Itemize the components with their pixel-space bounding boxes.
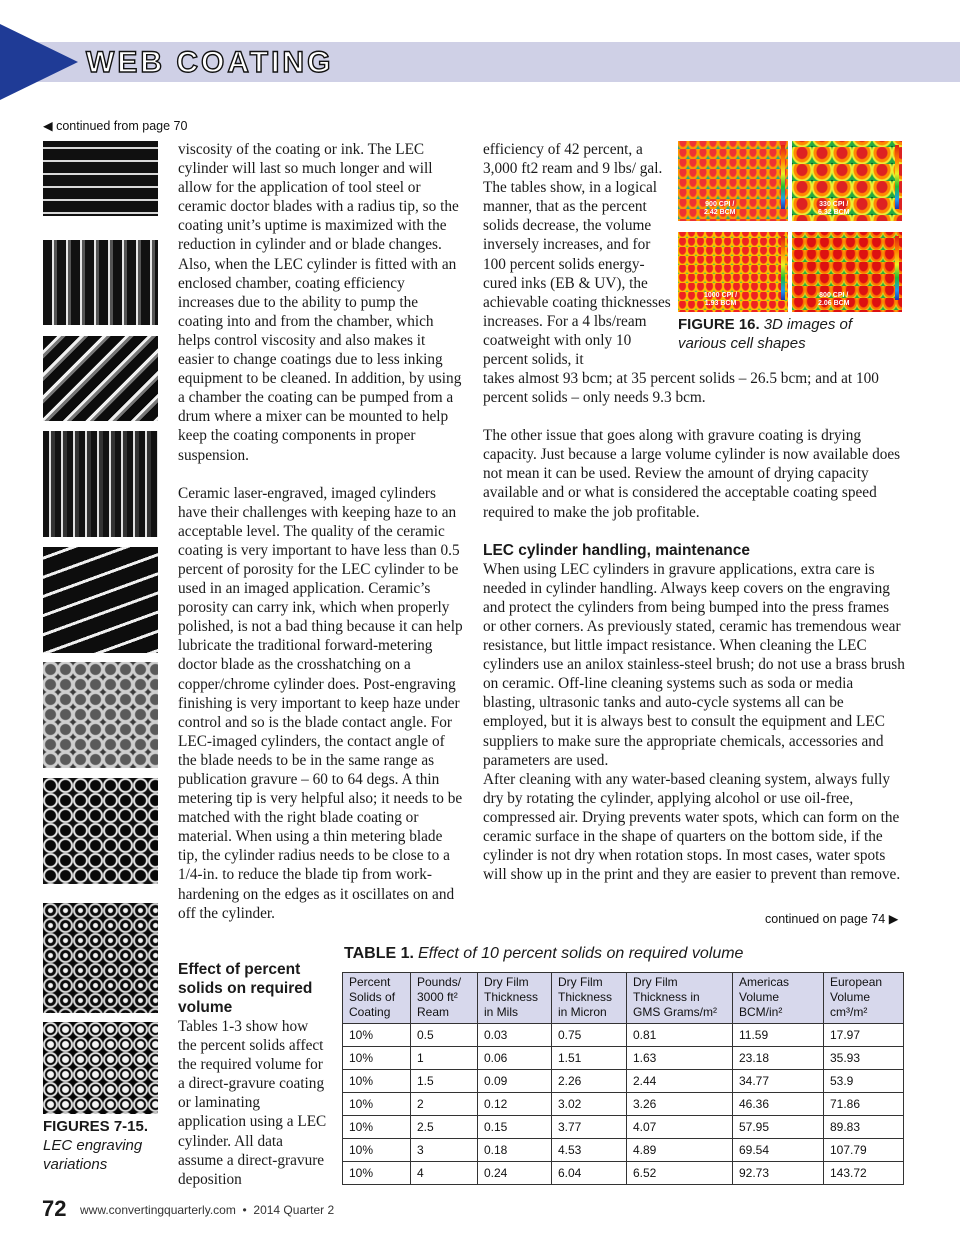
table-cell: 1.63 <box>627 1047 733 1070</box>
table-cell: 89.83 <box>824 1116 904 1139</box>
figure-16-caption: FIGURE 16. 3D images of various cell shapes <box>678 316 853 352</box>
table-cell: 3.77 <box>552 1116 627 1139</box>
paragraph: Ceramic laser-engraved, imaged cylinders have their challenges with keeping haze to an acceptable level. The quality of the ceramic coating is very important to have less than 0.5 percent of porosity for the LEC cylinder to be used in an imaged application. Ceramic’s porosity can carry ink, which when properly polished, is not a bad thing because it can help lubricate the traditional forward-metering doctor blade as the crosshatching on a copper/chrome cylinder does. Post-engraving finishing is very important to keep haze under control and so is the blade contact angle. For LEC-imaged cylinders, the contact angle of the blade needs to be in the same range as publication gravure – 60 to 64 degs. A thin metering tip is very helpful also; it needs to be matched with the right blade coating or material. When using a thin metering blade tip, the cylinder radius needs to be close to a 1/4-in. to reduce the blade tip from work-hardening on the edges as it oscillates on and off the cylinder. <box>178 484 463 922</box>
table-header-row <box>343 973 904 1024</box>
table-cell: 0.09 <box>478 1070 552 1093</box>
paragraph: viscosity of the coating or ink. The LEC cylinder will last so much longer and will allow for the application of tool steel or ceramic doctor blades with a radius tip, so the coating unit’s uptime is maximized with the reduction in cylinder and or blade changes. Also, when the LEC cylinder is fitted with an enclosed chamber, coating efficiency increases due to the ability to pump the coating into and from the chamber, which helps control viscosity and also makes it easier to change coatings due to less inking equipment to be cleaned. In addition, by using a chamber the coating can be pumped from a drum where a mixer can be mounted to help keep the coating components in proper suspension. <box>178 141 462 464</box>
table-cell: 10% <box>343 1047 411 1070</box>
column-1 <box>178 140 464 923</box>
table-cell: 0.15 <box>478 1116 552 1139</box>
table-cell: 3.26 <box>627 1093 733 1116</box>
left-arrow-icon: ◀ <box>43 119 53 133</box>
table-row <box>343 1070 904 1093</box>
table-cell: 17.97 <box>824 1024 904 1047</box>
column-header: Percent Solids of Coating <box>343 973 411 1024</box>
table-cell: 10% <box>343 1139 411 1162</box>
table-cell: 71.86 <box>824 1093 904 1116</box>
table-cell: 6.04 <box>552 1162 627 1185</box>
footer-issue: 2014 Quarter 2 <box>253 1203 335 1217</box>
table-1 <box>342 972 904 1185</box>
column-2-narrow <box>483 140 671 369</box>
table-cell: 34.77 <box>733 1070 824 1093</box>
engraving-image-8 <box>43 903 158 1013</box>
engraving-image-4 <box>43 431 158 537</box>
table-row <box>343 1162 904 1185</box>
footer-url[interactable]: www.convertingquarterly.com <box>80 1203 236 1217</box>
table-cell: 143.72 <box>824 1162 904 1185</box>
column-header: Americas Volume BCM/in² <box>733 973 824 1024</box>
table-cell: 35.93 <box>824 1047 904 1070</box>
table-cell: 0.81 <box>627 1024 733 1047</box>
engraving-image-9 <box>43 1022 158 1114</box>
engraving-image-5 <box>43 547 158 653</box>
table-cell: 0.5 <box>411 1024 478 1047</box>
paragraph: Tables 1-3 show how the percent solids affect the required volume for a direct-gravure coating or laminating application using a LEC cylinder. All data assume a direct-gravure deposition <box>178 1018 327 1188</box>
table-cell: 0.03 <box>478 1024 552 1047</box>
table-cell: 0.12 <box>478 1093 552 1116</box>
table-cell: 0.24 <box>478 1162 552 1185</box>
table-row <box>343 1047 904 1070</box>
table-cell: 6.52 <box>627 1162 733 1185</box>
table-cell: 4.07 <box>627 1116 733 1139</box>
engraving-image-7 <box>43 778 158 884</box>
cell-image-900cpi: 900 CPI / 2.42 BCM <box>678 141 788 221</box>
continued-on[interactable]: continued on page 74 ▶ <box>765 912 899 926</box>
table-cell: 0.18 <box>478 1139 552 1162</box>
table-row <box>343 1116 904 1139</box>
table-cell: 3 <box>411 1139 478 1162</box>
engraving-image-3 <box>43 336 158 421</box>
cell-image-330cpi: 330 CPI / 6.32 BCM <box>792 141 902 221</box>
bullet-separator: • <box>239 1203 251 1217</box>
figure-16-images <box>678 141 904 313</box>
table-cell: 10% <box>343 1093 411 1116</box>
section-title: WEB COATING <box>86 46 334 79</box>
table-cell: 10% <box>343 1162 411 1185</box>
table-cell: 2 <box>411 1093 478 1116</box>
paragraph: After cleaning with any water-based cleaning system, always fully dry by rotating the cylinder, applying alcohol or use oil-free, compressed air. Drying prevents water spots, which can form on the ceramic surface in the shape of quarters on the bottom side, if the cylinder is not dry when rotation stops. In most cases, water spots will show up in the print and they are easier to prevent than remove. <box>483 770 901 884</box>
figures-7-15-caption: FIGURES 7-15. LEC engraving variations <box>43 1118 149 1173</box>
table-cell: 1 <box>411 1047 478 1070</box>
table-cell: 10% <box>343 1070 411 1093</box>
table-row <box>343 1024 904 1047</box>
table-cell: 107.79 <box>824 1139 904 1162</box>
paragraph: efficiency of 42 percent, a 3,000 ft2 ream and 9 lbs/ gal. The tables show, in a logical manner, that as the percent solids decrease, the volume inversely increases, and for 100 percent solids energy-cured inks (EB & UV), the achievable coating thicknesses increases. For a 4 lbs/ream coatweight with only 10 percent solids, it <box>483 141 671 369</box>
engraving-image-1 <box>43 141 158 216</box>
table-cell: 4 <box>411 1162 478 1185</box>
table-cell: 53.9 <box>824 1070 904 1093</box>
column-header: Dry Film Thickness in Micron <box>552 973 627 1024</box>
engraving-image-2 <box>43 240 158 325</box>
table-cell: 23.18 <box>733 1047 824 1070</box>
paragraph: The other issue that goes along with gravure coating is drying capacity. Just because a large volume cylinder is now available does not mean it can be used. Review the amount of drying capacity available and or what is considered the acceptable coating speed required to make the job profitable. <box>483 427 901 521</box>
table-cell: 2.5 <box>411 1116 478 1139</box>
table-cell: 11.59 <box>733 1024 824 1047</box>
table-1-caption: TABLE 1. Effect of 10 percent solids on required volume <box>344 945 744 962</box>
right-arrow-icon: ▶ <box>888 912 899 926</box>
paragraph: When using LEC cylinders in gravure applications, extra care is needed in cylinder handling. Always keep covers on the engraving and protect the cylinders from being bumped into the press frames or other corners. As previously stated, ceramic has tremendous wear resistance, but little impact resistance. When cleaning the LEC cylinders use an anilox stainless-steel brush; do not use a brass brush on ceramic. Off-line cleaning systems such as soda or media blasting, ultrasonic tanks and auto-cycle systems all can be employed, but it is always best to consult the equipment and LEC suppliers to make sure the appropriate chemicals, accessories and parameters are used. <box>483 560 905 769</box>
table-cell: 92.73 <box>733 1162 824 1185</box>
table-cell: 46.36 <box>733 1093 824 1116</box>
column-header: Dry Film Thickness in GMS Grams/m² <box>627 973 733 1024</box>
table-row <box>343 1093 904 1116</box>
table-cell: 4.89 <box>627 1139 733 1162</box>
table-cell: 10% <box>343 1116 411 1139</box>
column-2 <box>483 369 905 884</box>
continued-from[interactable]: ◀ continued from page 70 <box>43 119 188 133</box>
subhead-percent-solids: Effect of percent solids on required volume <box>178 961 313 1016</box>
engraving-image-6 <box>43 662 158 768</box>
table-cell: 1.5 <box>411 1070 478 1093</box>
column-header: Pounds/ 3000 ft² Ream <box>411 973 478 1024</box>
page-number: 72 <box>42 1196 67 1221</box>
table-cell: 57.95 <box>733 1116 824 1139</box>
column-1-subsection <box>178 960 328 1189</box>
cell-image-1000cpi: 1000 CPI / 1.93 BCM <box>678 232 788 312</box>
table-cell: 3.02 <box>552 1093 627 1116</box>
header-triangle-icon <box>0 24 78 100</box>
column-header: European Volume cm³/m² <box>824 973 904 1024</box>
cell-image-800cpi: 800 CPI / 2.06 BCM <box>792 232 902 312</box>
paragraph: takes almost 93 bcm; at 35 percent solids – 26.5 bcm; and at 100 percent solids – only needs 9.3 bcm. <box>483 370 879 407</box>
table-cell: 1.51 <box>552 1047 627 1070</box>
footer-info <box>80 1203 334 1217</box>
table-cell: 2.44 <box>627 1070 733 1093</box>
table-row <box>343 1139 904 1162</box>
table-cell: 2.26 <box>552 1070 627 1093</box>
table-cell: 4.53 <box>552 1139 627 1162</box>
subhead-lec-handling: LEC cylinder handling, maintenance <box>483 541 750 559</box>
table-cell: 0.06 <box>478 1047 552 1070</box>
table-cell: 69.54 <box>733 1139 824 1162</box>
table-cell: 0.75 <box>552 1024 627 1047</box>
table-cell: 10% <box>343 1024 411 1047</box>
column-header: Dry Film Thickness in Mils <box>478 973 552 1024</box>
